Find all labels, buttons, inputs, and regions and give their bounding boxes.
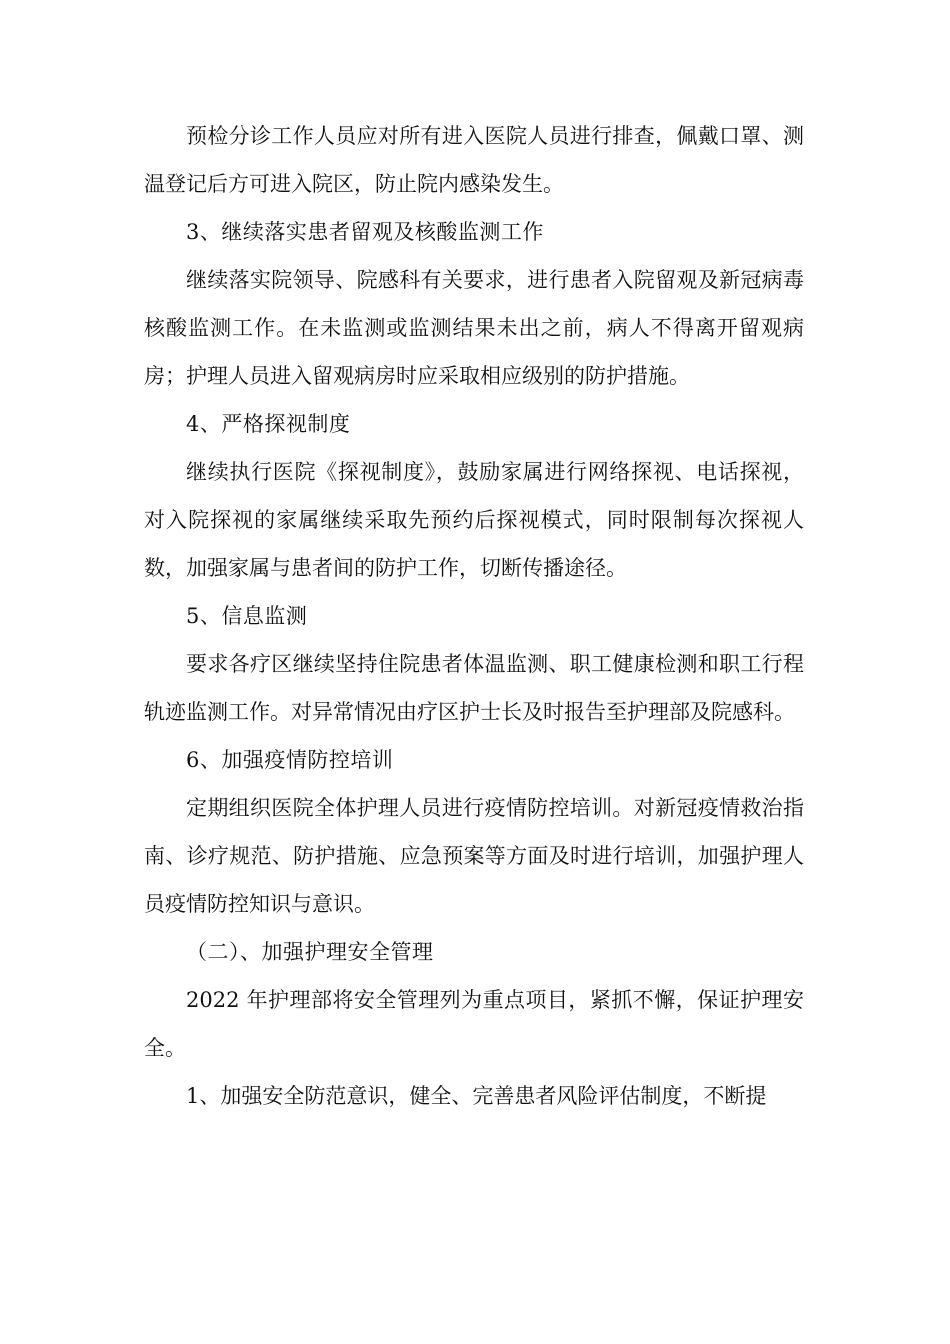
section-heading-visiting: 4、严格探视制度 bbox=[186, 412, 351, 436]
section-heading-training: 6、加强疫情防控培训 bbox=[186, 748, 394, 772]
document-body bbox=[144, 112, 804, 1120]
paragraph-visiting: 继续执行医院《探视制度》，鼓励家属进行网络探视、电话探视，对入院探视的家属继续采取先预约后探视模式，同时限制每次探视人数，加强家属与患者间的防护工作，切断传播途径。 bbox=[144, 460, 804, 580]
paragraph-monitoring: 要求各疗区继续坚持住院患者体温监测、职工健康检测和职工行程轨迹监测工作。对异常情况由疗区护士长及时报告至护理部及院感科。 bbox=[144, 652, 804, 724]
paragraph-safety-awareness: 1、加强安全防范意识，健全、完善患者风险评估制度，不断提 bbox=[186, 1084, 767, 1108]
section-heading-observation: 3、继续落实患者留观及核酸监测工作 bbox=[186, 220, 544, 244]
section-heading-safety: （二）、加强护理安全管理 bbox=[186, 940, 434, 964]
section-heading-monitoring: 5、信息监测 bbox=[186, 604, 308, 628]
paragraph-triage: 预检分诊工作人员应对所有进入医院人员进行排查，佩戴口罩、测温登记后方可进入院区，防止院内感染发生。 bbox=[144, 124, 804, 196]
paragraph-observation: 继续落实院领导、院感科有关要求，进行患者入院留观及新冠病毒核酸监测工作。在未监测或监测结果未出之前，病人不得离开留观病房；护理人员进入留观病房时应采取相应级别的防护措施。 bbox=[144, 268, 804, 388]
paragraph-safety: 2022 年护理部将安全管理列为重点项目，紧抓不懈，保证护理安全。 bbox=[144, 988, 804, 1060]
paragraph-training: 定期组织医院全体护理人员进行疫情防控培训。对新冠疫情救治指南、诊疗规范、防护措施、应急预案等方面及时进行培训，加强护理人员疫情防控知识与意识。 bbox=[144, 796, 804, 916]
